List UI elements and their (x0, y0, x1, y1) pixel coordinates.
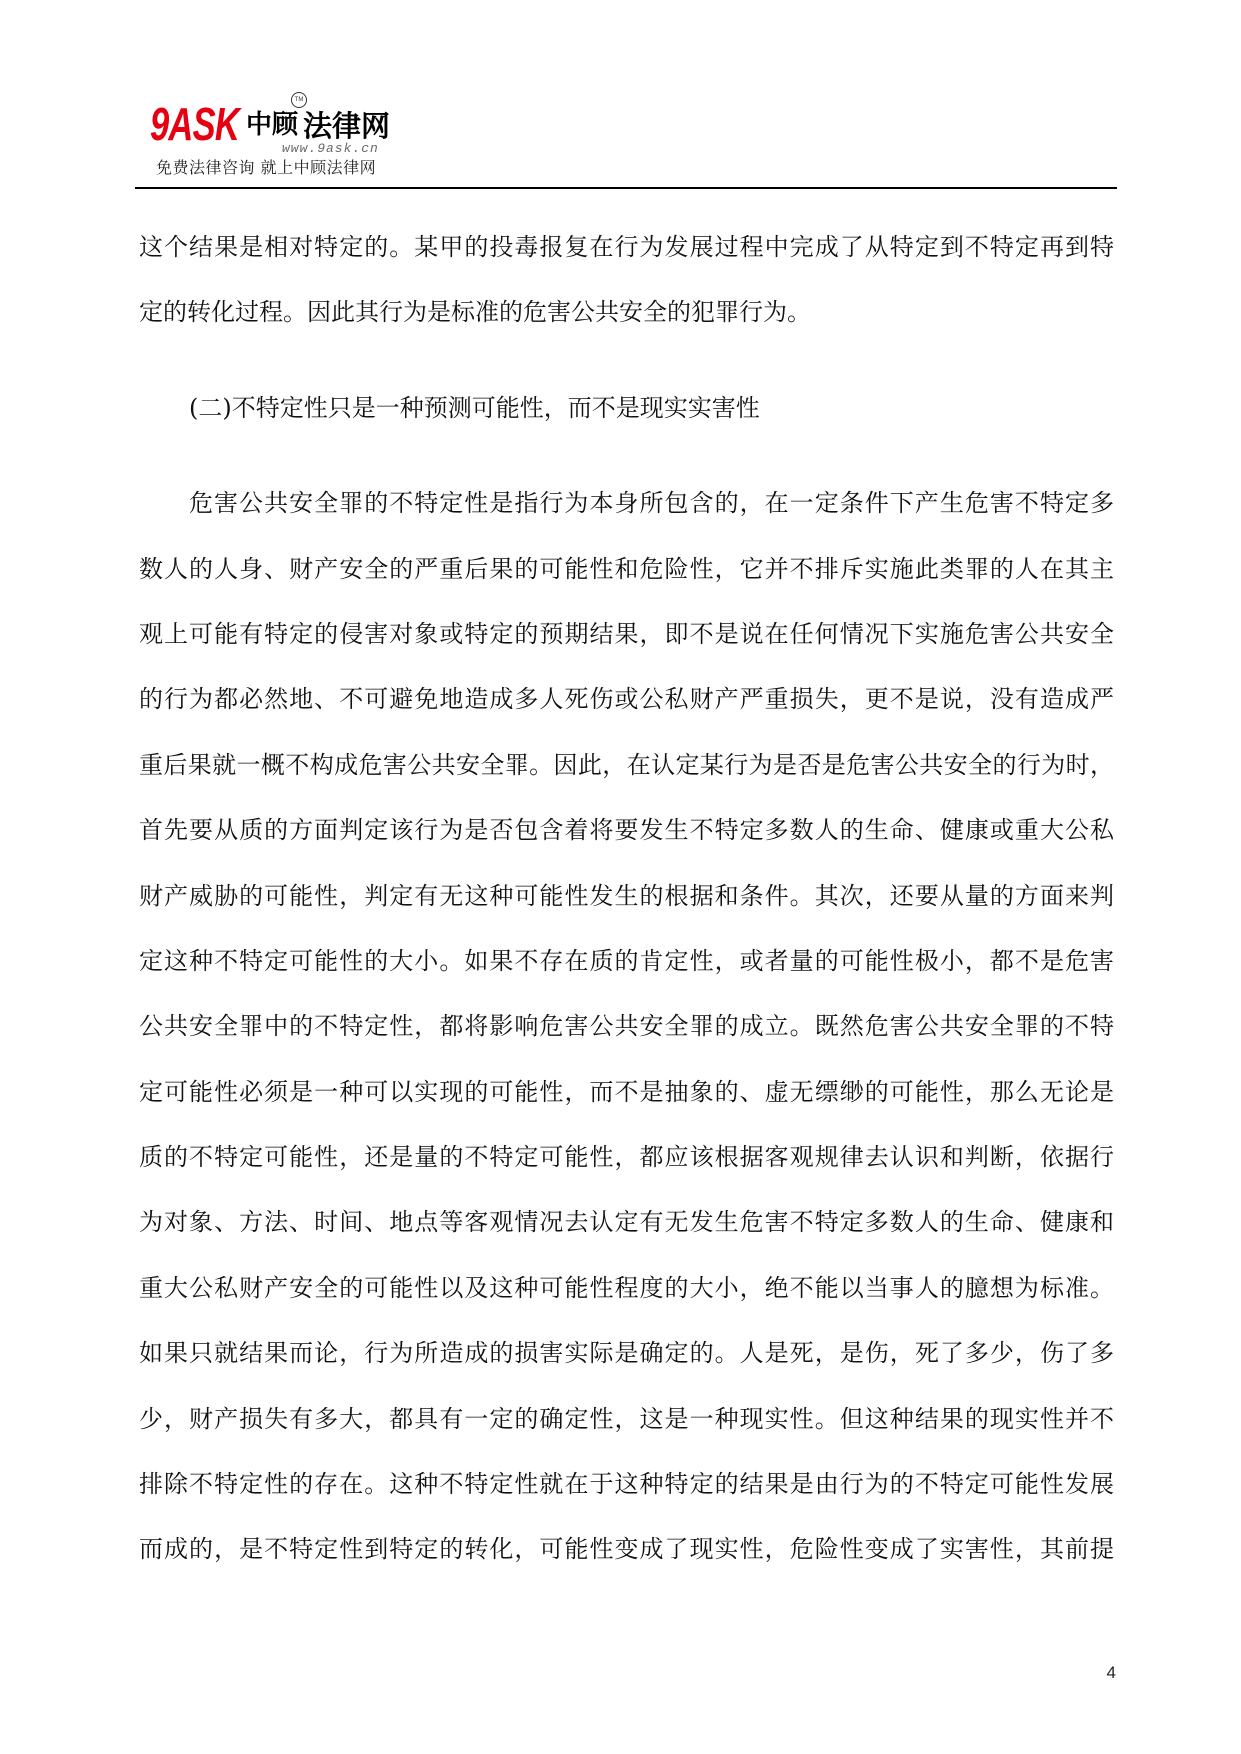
text-line: 财产威胁的可能性，判定有无这种可能性发生的根据和条件。其次，还要从量的方面来判 (139, 881, 1114, 910)
text-line: 危害公共安全罪的不特定性是指行为本身所包含的，在一定条件下产生危害不特定多 (189, 489, 1114, 518)
section-heading-text: (二)不特定性只是一种预测可能性，而不是现实实害性 (189, 393, 760, 422)
text-line: 少，财产损失有多大，都具有一定的确定性，这是一种现实性。但这种结果的现实性并不 (139, 1404, 1114, 1433)
paragraph-body (139, 471, 1114, 1583)
logo-brand-mark: 9ASK (150, 98, 240, 150)
text-line: 排除不特定性的存在。这种不特定性就在于这种特定的结果是由行为的不特定可能性发展 (139, 1470, 1114, 1499)
text-line: 重后果就一概不构成危害公共安全罪。因此，在认定某行为是否是危害公共安全的行为时， (139, 750, 1114, 779)
logo-slogan: 免费法律咨询 就上中顾法律网 (156, 158, 377, 177)
text-line: 观上可能有特定的侵害对象或特定的预期结果，即不是说在任何情况下实施危害公共安全 (139, 619, 1114, 648)
text-line: 定可能性必须是一种可以实现的可能性，而不是抽象的、虚无缥缈的可能性，那么无论是 (139, 1077, 1114, 1106)
site-logo (0, 0, 420, 185)
text-line: 质的不特定可能性，还是量的不特定可能性，都应该根据客观规律去认识和判断，依据行 (139, 1143, 1114, 1172)
text-line: 数人的人身、财产安全的严重后果的可能性和危险性，它并不排斥实施此类罪的人在其主 (139, 554, 1114, 583)
text-line: 首先要从质的方面判定该行为是否包含着将要发生不特定多数人的生命、健康或重大公私 (139, 816, 1114, 845)
paragraph-continuation (139, 215, 1114, 346)
logo-brand-name: 中顾 (246, 110, 299, 140)
text-line: 如果只就结果而论，行为所造成的损害实际是确定的。人是死，是伤，死了多少，伤了多 (139, 1339, 1114, 1368)
section-heading (139, 376, 1114, 441)
logo-url: www.9ask.cn (282, 141, 379, 156)
text-line: 这个结果是相对特定的。某甲的投毒报复在行为发展过程中完成了从特定到不特定再到特 (139, 233, 1114, 261)
text-line: 重大公私财产安全的可能性以及这种可能性程度的大小，绝不能以当事人的臆想为标准。 (139, 1273, 1114, 1302)
header-divider (135, 187, 1117, 189)
page-number: 4 (1106, 1663, 1116, 1682)
document-body (139, 215, 1114, 1613)
text-line: 的行为都必然地、不可避免地造成多人死伤或公私财产严重损失，更不是说，没有造成严 (139, 685, 1114, 714)
trademark-icon: TM (291, 92, 307, 108)
text-line: 而成的，是不特定性到特定的转化，可能性变成了现实性，危险性变成了实害性，其前提 (139, 1535, 1114, 1564)
text-line: 为对象、方法、时间、地点等客观情况去认定有无发生危害不特定多数人的生命、健康和 (139, 1208, 1114, 1237)
text-line: 公共安全罪中的不特定性，都将影响危害公共安全罪的成立。既然危害公共安全罪的不特 (139, 1012, 1114, 1041)
text-line: 定这种不特定可能性的大小。如果不存在质的肯定性，或者量的可能性极小，都不是危害 (139, 946, 1114, 975)
text-line: 定的转化过程。因此其行为是标准的危害公共安全的犯罪行为。 (139, 298, 811, 327)
logo-site-name: 法律网 (303, 109, 391, 143)
